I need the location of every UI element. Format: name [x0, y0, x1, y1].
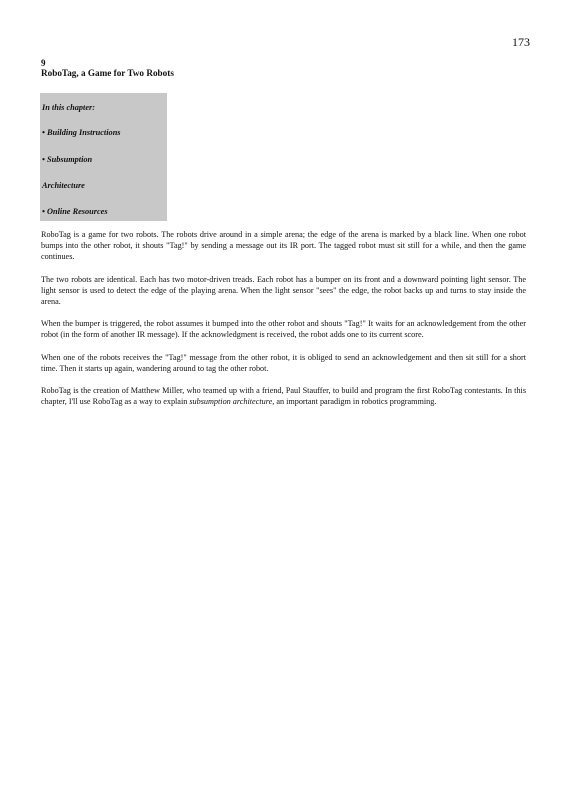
sidebar-item: Architecture [42, 181, 85, 190]
chapter-title: RoboTag, a Game for Two Robots [41, 68, 174, 78]
paragraph: RoboTag is a game for two robots. The robots drive around in a simple arena; the edge of the arena is marked by a black line. When one robot bumps into the other robot, it shouts "Tag!" by sending a message out its IR port. The tagged robot must sit still for a while, and then the game continues. [41, 230, 526, 262]
paragraph: When one of the robots receives the "Tag!" message from the other robot, it is obliged to send an acknowledgement and then sit still for a short time. Then it starts up again, wandering around to tag the other robot. [41, 352, 526, 373]
page-number: 173 [512, 35, 530, 49]
sidebar-item: • Subsumption [42, 155, 93, 164]
sidebar-item: • Building Instructions [42, 128, 121, 137]
body-text [41, 229, 526, 418]
paragraph [41, 385, 526, 407]
chapter-number: 9 [41, 58, 46, 68]
chapter-contents-box [40, 93, 167, 221]
sidebar-heading: In this chapter: [42, 103, 96, 112]
paragraph-text: , an important paradigm in robotics programming. [272, 397, 437, 407]
sidebar-item: • Online Resources [42, 207, 108, 216]
paragraph-text: RoboTag is the creation of Matthew Miller, who teamed up with a friend, Paul Stauffer, to build and program the first RoboTag contestants. In this chapter, I'll use RoboTag as a way to explain [41, 386, 526, 407]
emphasis-term: subsumption architecture [189, 397, 273, 407]
paragraph: The two robots are identical. Each has two motor-driven treads. Each robot has a bumper on its front and a downward pointing light sensor. The light sensor is used to detect the edge of the playing arena. When the light sensor "sees" the edge, the robot backs up and turns to stay inside the arena. [41, 274, 526, 307]
paragraph: When the bumper is triggered, the robot assumes it bumped into the other robot and shouts "Tag!" It waits for an acknowledgement from the other robot (in the form of another IR message). If the acknowledgment is received, the robot adds one to its current score. [41, 319, 526, 340]
